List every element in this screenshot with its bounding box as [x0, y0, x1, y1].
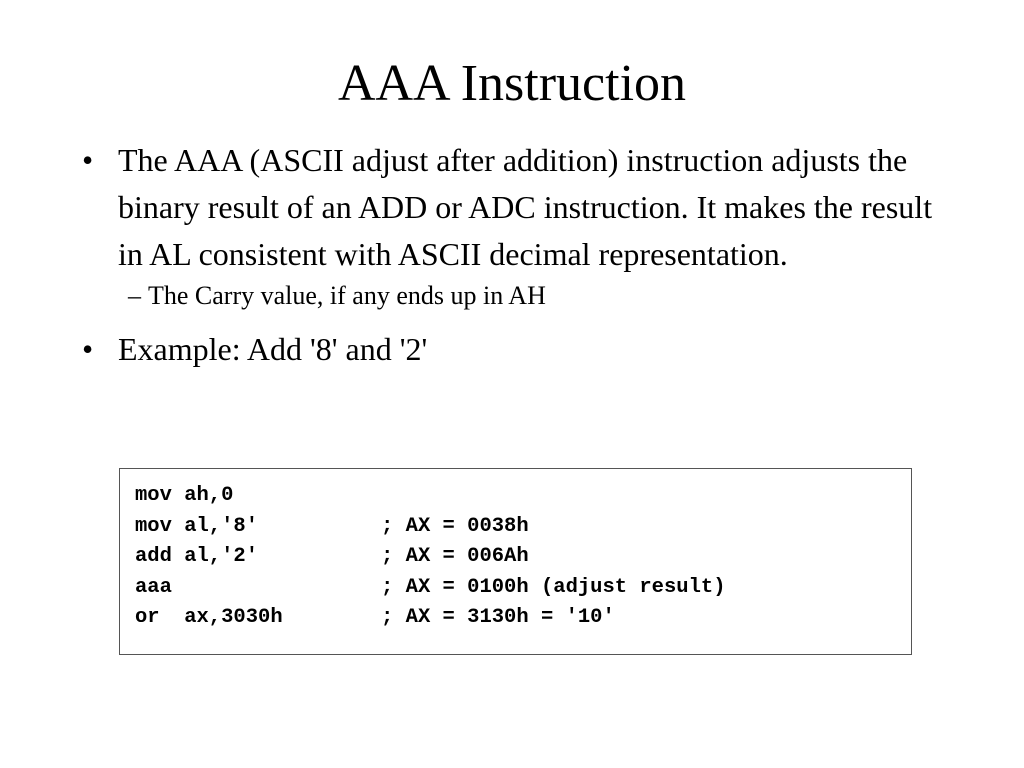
code-line: add al,'2' ; AX = 006Ah: [135, 545, 529, 568]
bullet-marker: •: [82, 142, 94, 178]
code-line: or ax,3030h ; AX = 3130h = '10': [135, 606, 615, 629]
bullet-list: [82, 137, 962, 373]
slide-title: AAA Instruction: [337, 55, 687, 112]
bullet-marker: •: [82, 331, 94, 367]
subbullet-marker: –: [128, 281, 141, 310]
bullet-text: The AAA (ASCII adjust after addition) instruction adjusts the binary result of an ADD or ADC instruction. It makes the result in AL consistent with ASCII decimal representation.: [118, 142, 933, 272]
code-example-box: [119, 468, 912, 655]
bullet-text: Example: Add '8' and '2': [118, 331, 428, 367]
bullet-item-example: [82, 326, 962, 373]
bullet-item-aaa-description: [82, 137, 962, 278]
code-line: aaa ; AX = 0100h (adjust result): [135, 575, 726, 599]
code-line: mov al,'8' ; AX = 0038h: [135, 514, 529, 538]
subbullet-item-carry: [128, 278, 962, 314]
code-line: mov ah,0: [135, 484, 234, 507]
subbullet-text: The Carry value, if any ends up in AH: [148, 281, 546, 310]
